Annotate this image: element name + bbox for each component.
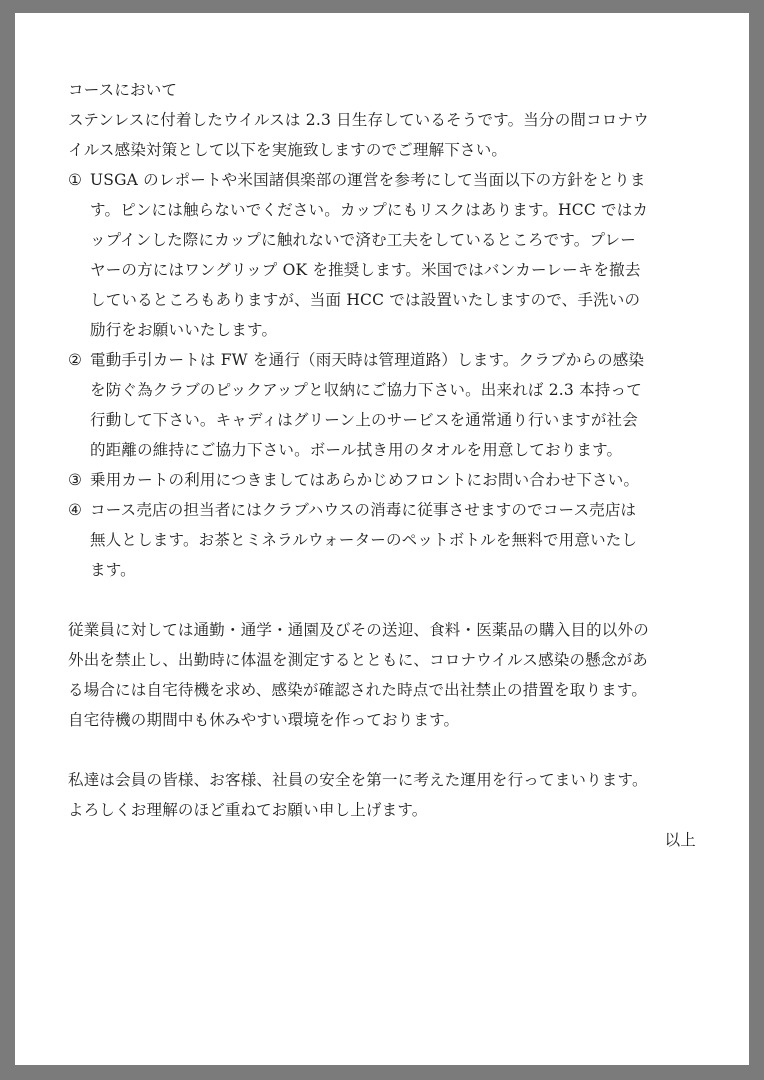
- paragraph-spacer: [68, 735, 696, 765]
- item-line: 励行をお願いいたします。: [90, 321, 278, 339]
- item-line: 行動して下さい。キャディはグリーン上のサービスを通常通り行いますが社会: [90, 411, 638, 429]
- list-item-2: [68, 345, 696, 465]
- list-item-4: [68, 495, 696, 585]
- list-item-3: [68, 465, 696, 495]
- staff-paragraph: [68, 615, 696, 735]
- item-line: ます。: [90, 561, 136, 579]
- closing-line: よろしくお理解のほど重ねてお願い申し上げます。: [68, 801, 428, 819]
- staff-line: る場合には自宅待機を求め、感染が確認された時点で出社禁止の措置を取ります。: [68, 681, 648, 699]
- item-marker: ③: [68, 471, 83, 489]
- document-body: [68, 75, 696, 855]
- document-page: [15, 13, 749, 1065]
- section-heading: コースにおいて: [68, 81, 178, 99]
- item-line: 無人とします。お茶とミネラルウォーターのペットボトルを無料で用意いたし: [90, 531, 638, 549]
- item-line: 電動手引カートは FW を通行（雨天時は管理道路）します。クラブからの感染: [90, 351, 645, 369]
- item-line: 的距離の維持にご協力下さい。ボール拭き用のタオルを用意しております。: [90, 441, 623, 459]
- closing-line: 私達は会員の皆様、お客様、社員の安全を第一に考えた運用を行ってまいります。: [68, 771, 648, 789]
- item-line: USGA のレポートや米国諸倶楽部の運営を参考にして当面以下の方針をとりま: [90, 171, 646, 189]
- intro-line: ステンレスに付着したウイルスは 2.3 日生存しているそうです。当分の間コロナウ: [68, 111, 649, 129]
- item-line: ップインした際にカップに触れないで済む工夫をしているところです。プレー: [90, 231, 636, 249]
- list-item-1: [68, 165, 696, 345]
- item-line: ヤーの方にはワングリップ OK を推奨します。米国ではバンカーレーキを撤去: [90, 261, 641, 279]
- intro-paragraph: [68, 105, 696, 165]
- item-marker: ②: [68, 351, 83, 369]
- intro-line: イルス感染対策として以下を実施致しますのでご理解下さい。: [68, 141, 508, 159]
- staff-line: 外出を禁止し、出勤時に体温を測定するとともに、コロナウイルス感染の懸念があ: [68, 651, 648, 669]
- signoff: 以上: [664, 831, 696, 849]
- item-marker: ①: [68, 171, 83, 189]
- staff-line: 自宅待機の期間中も休みやすい環境を作っております。: [68, 711, 460, 729]
- item-line: コース売店の担当者にはクラブハウスの消毒に従事させますのでコース売店は: [90, 501, 637, 519]
- item-line: す。ピンには触らないでください。カップにもリスクはあります。HCC ではカ: [90, 201, 649, 219]
- item-line: を防ぐ為クラブのピックアップと収納にご協力下さい。出来れば 2.3 本持って: [90, 381, 642, 399]
- paragraph-spacer: [68, 585, 696, 615]
- item-line: しているところもありますが、当面 HCC では設置いたしますので、手洗いの: [90, 291, 641, 309]
- closing-paragraph: [68, 765, 696, 825]
- staff-line: 従業員に対しては通勤・通学・通園及びその送迎、食料・医薬品の購入目的以外の: [68, 621, 649, 639]
- item-line: 乗用カートの利用につきましてはあらかじめフロントにお問い合わせ下さい。: [90, 471, 640, 489]
- item-marker: ④: [68, 501, 83, 519]
